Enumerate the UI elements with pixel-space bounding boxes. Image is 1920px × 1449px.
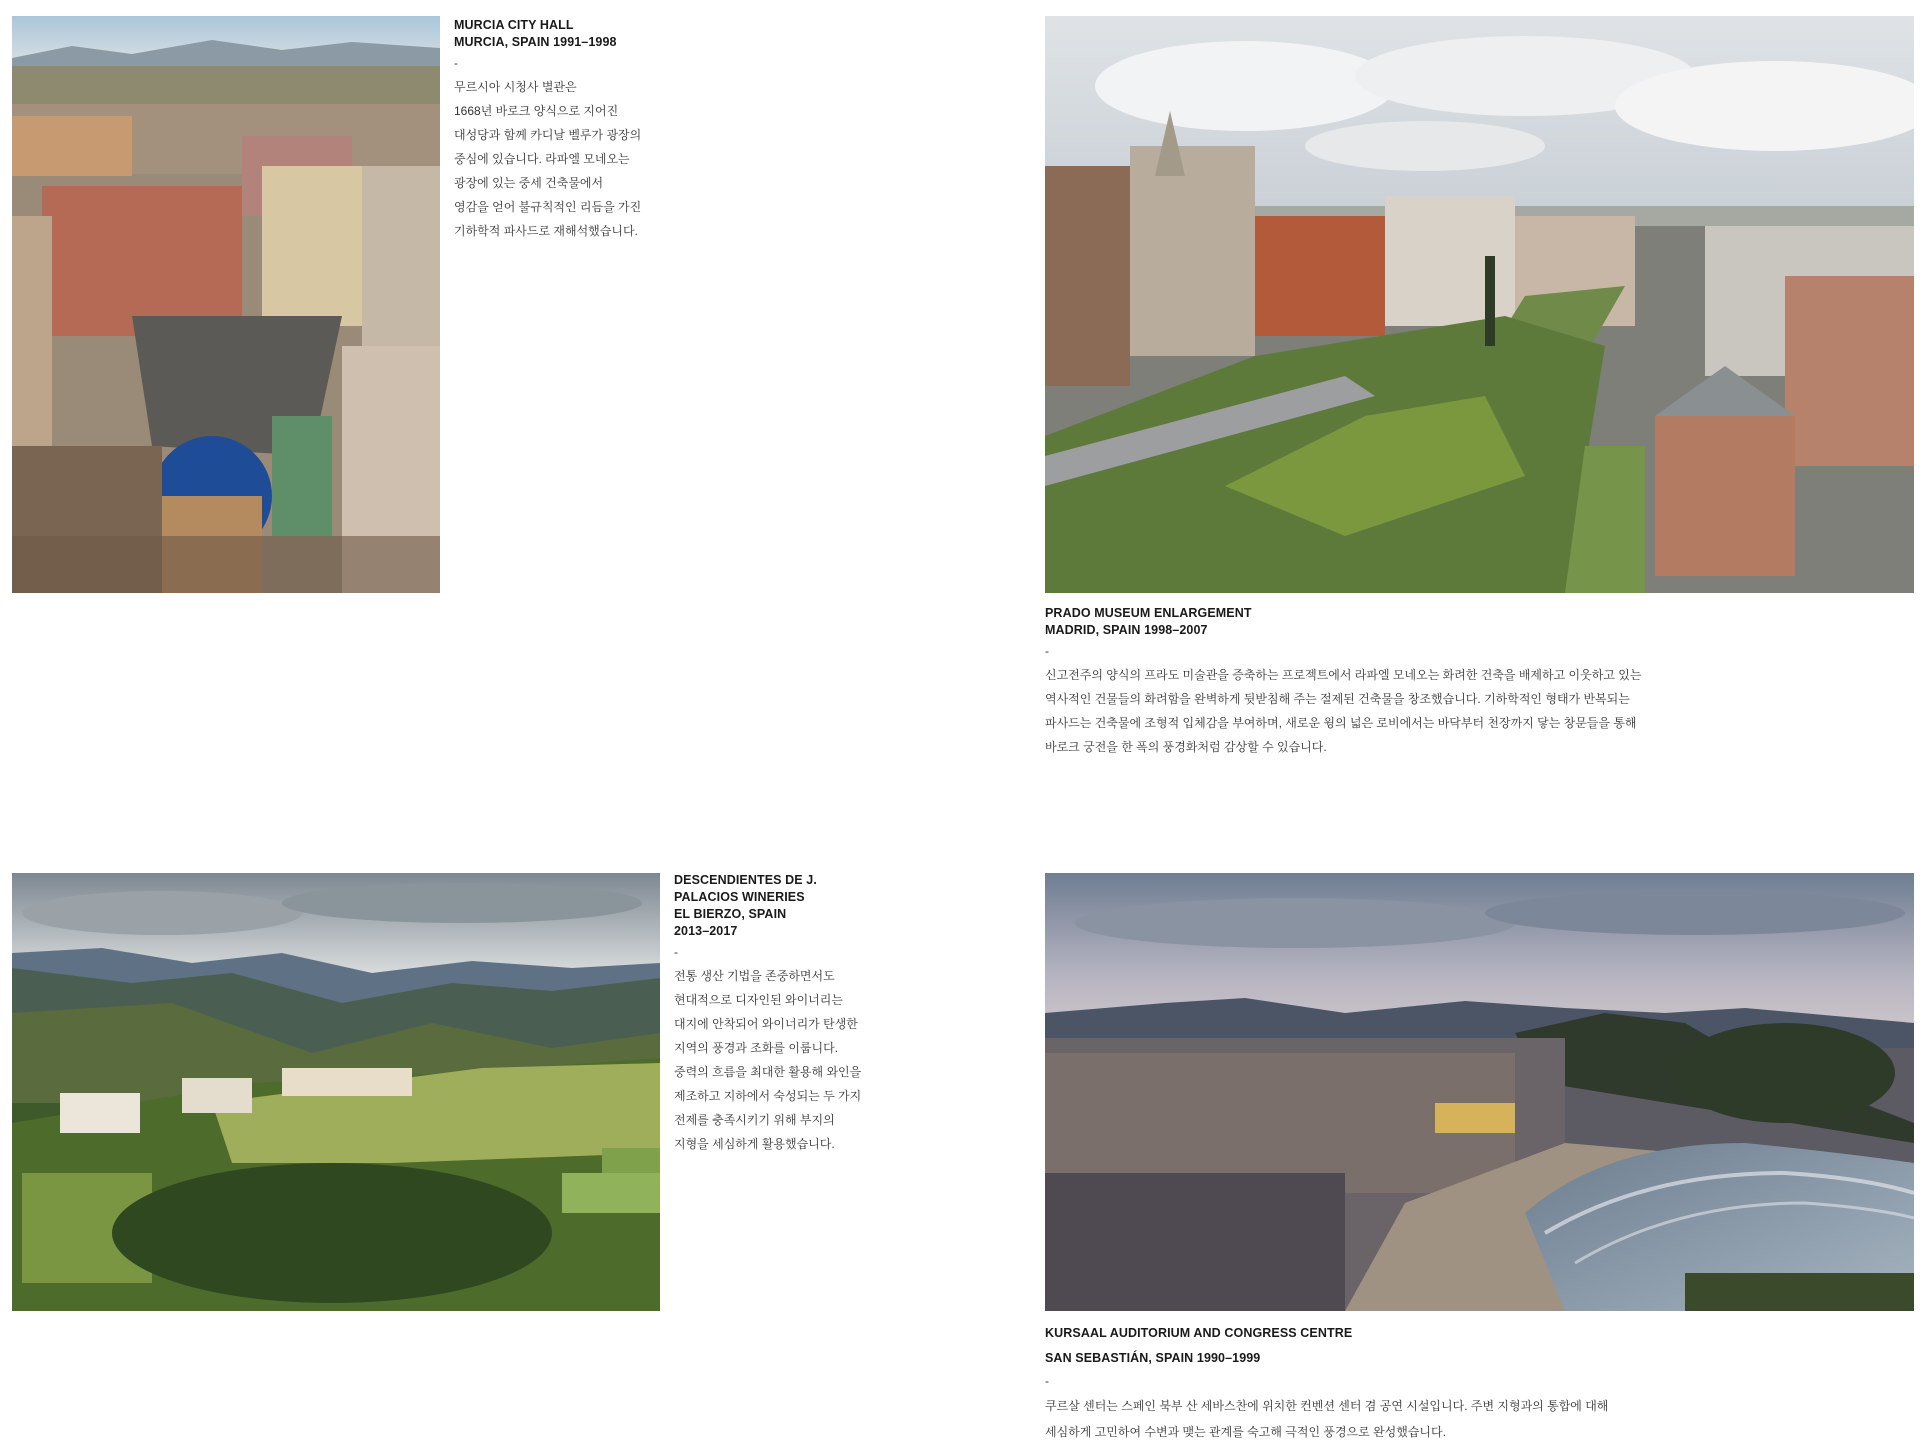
murcia-caption [454,17,674,243]
description-line: 세심하게 고민하여 수변과 맺는 관계를 숙고해 극적인 풍경으로 완성했습니다. [1045,1425,1446,1439]
project-description [1045,1393,1905,1445]
description-line: 지형을 세심하게 활용했습니다. [674,1137,835,1151]
description-line: 무르시아 시청사 별관은 [454,80,577,94]
description-line: 기하학적 파사드로 재해석했습니다. [454,224,638,238]
murcia-aerial-image [12,16,440,593]
project-location-years: MADRID, SPAIN 1998–2007 [1045,623,1208,637]
project-location-years: MURCIA, SPAIN 1991–1998 [454,35,617,49]
description-line: 바로크 궁전을 한 폭의 풍경화처럼 감상할 수 있습니다. [1045,740,1327,754]
description-line: 파사드는 건축물에 조형적 입체감을 부여하며, 새로운 윙의 넓은 로비에서는 바닥부터 천장까지 닿는 창문들을 통해 [1045,716,1637,730]
project-years: 2013–2017 [674,924,738,938]
project-location: EL BIERZO, SPAIN [674,907,787,921]
description-line: 중력의 흐름을 최대한 활용해 와인을 [674,1065,862,1079]
description-line: 대성당과 함께 카디날 벨루가 광장의 [454,128,642,142]
project-title-line: PALACIOS WINERIES [674,890,805,904]
prado-caption [1045,605,1905,759]
project-description [454,75,674,243]
description-line: 광장에 있는 중세 건축물에서 [454,176,604,190]
caption-divider: - [1045,1374,1049,1388]
description-line: 전통 생산 기법을 존중하면서도 [674,969,835,983]
san-sebastian-aerial-image [1045,873,1914,1311]
description-line: 제조하고 지하에서 숙성되는 두 가지 [674,1089,862,1103]
kursaal-centre-photo [1045,873,1914,1311]
description-line: 1668년 바로크 양식으로 지어진 [454,104,619,118]
palacios-wineries-photo [12,873,660,1311]
prado-aerial-image [1045,16,1914,593]
wineries-landscape-image [12,873,660,1311]
palacios-caption [674,872,914,1156]
project-location-years: SAN SEBASTIÁN, SPAIN 1990–1999 [1045,1351,1261,1365]
project-title-line: DESCENDIENTES DE J. [674,873,817,887]
project-title: MURCIA CITY HALL [454,18,574,32]
project-title: KURSAAL AUDITORIUM AND CONGRESS CENTRE [1045,1326,1353,1340]
murcia-city-hall-photo [12,16,440,593]
description-line: 현대적으로 디자인된 와이너리는 [674,993,843,1007]
project-description [1045,663,1905,759]
description-line: 중심에 있습니다. 라파엘 모네오는 [454,152,630,166]
description-line: 쿠르살 센터는 스페인 북부 산 세바스찬에 위치한 컨벤션 센터 겸 공연 시설입니다. 주변 지형과의 통합에 대해 [1045,1399,1609,1413]
description-line: 신고전주의 양식의 프라도 미술관을 증축하는 프로젝트에서 라파엘 모네오는 화려한 건축을 배제하고 이웃하고 있는 [1045,668,1642,682]
project-title: PRADO MUSEUM ENLARGEMENT [1045,606,1252,620]
description-line: 영감을 얻어 불규칙적인 리듬을 가진 [454,200,642,214]
prado-museum-photo [1045,16,1914,593]
description-line: 역사적인 건물들의 화려함을 완벽하게 뒷받침해 주는 절제된 건축물을 창조했습니다. 기하학적인 형태가 반복되는 [1045,692,1630,706]
description-line: 전제를 충족시키기 위해 부지의 [674,1113,835,1127]
kursaal-caption [1045,1325,1905,1445]
description-line: 지역의 풍경과 조화를 이룹니다. [674,1041,839,1055]
project-description [674,964,914,1156]
description-line: 대지에 안착되어 와이너리가 탄생한 [674,1017,858,1031]
caption-divider: - [1045,644,1049,658]
caption-divider: - [674,945,678,959]
caption-divider: - [454,56,458,70]
